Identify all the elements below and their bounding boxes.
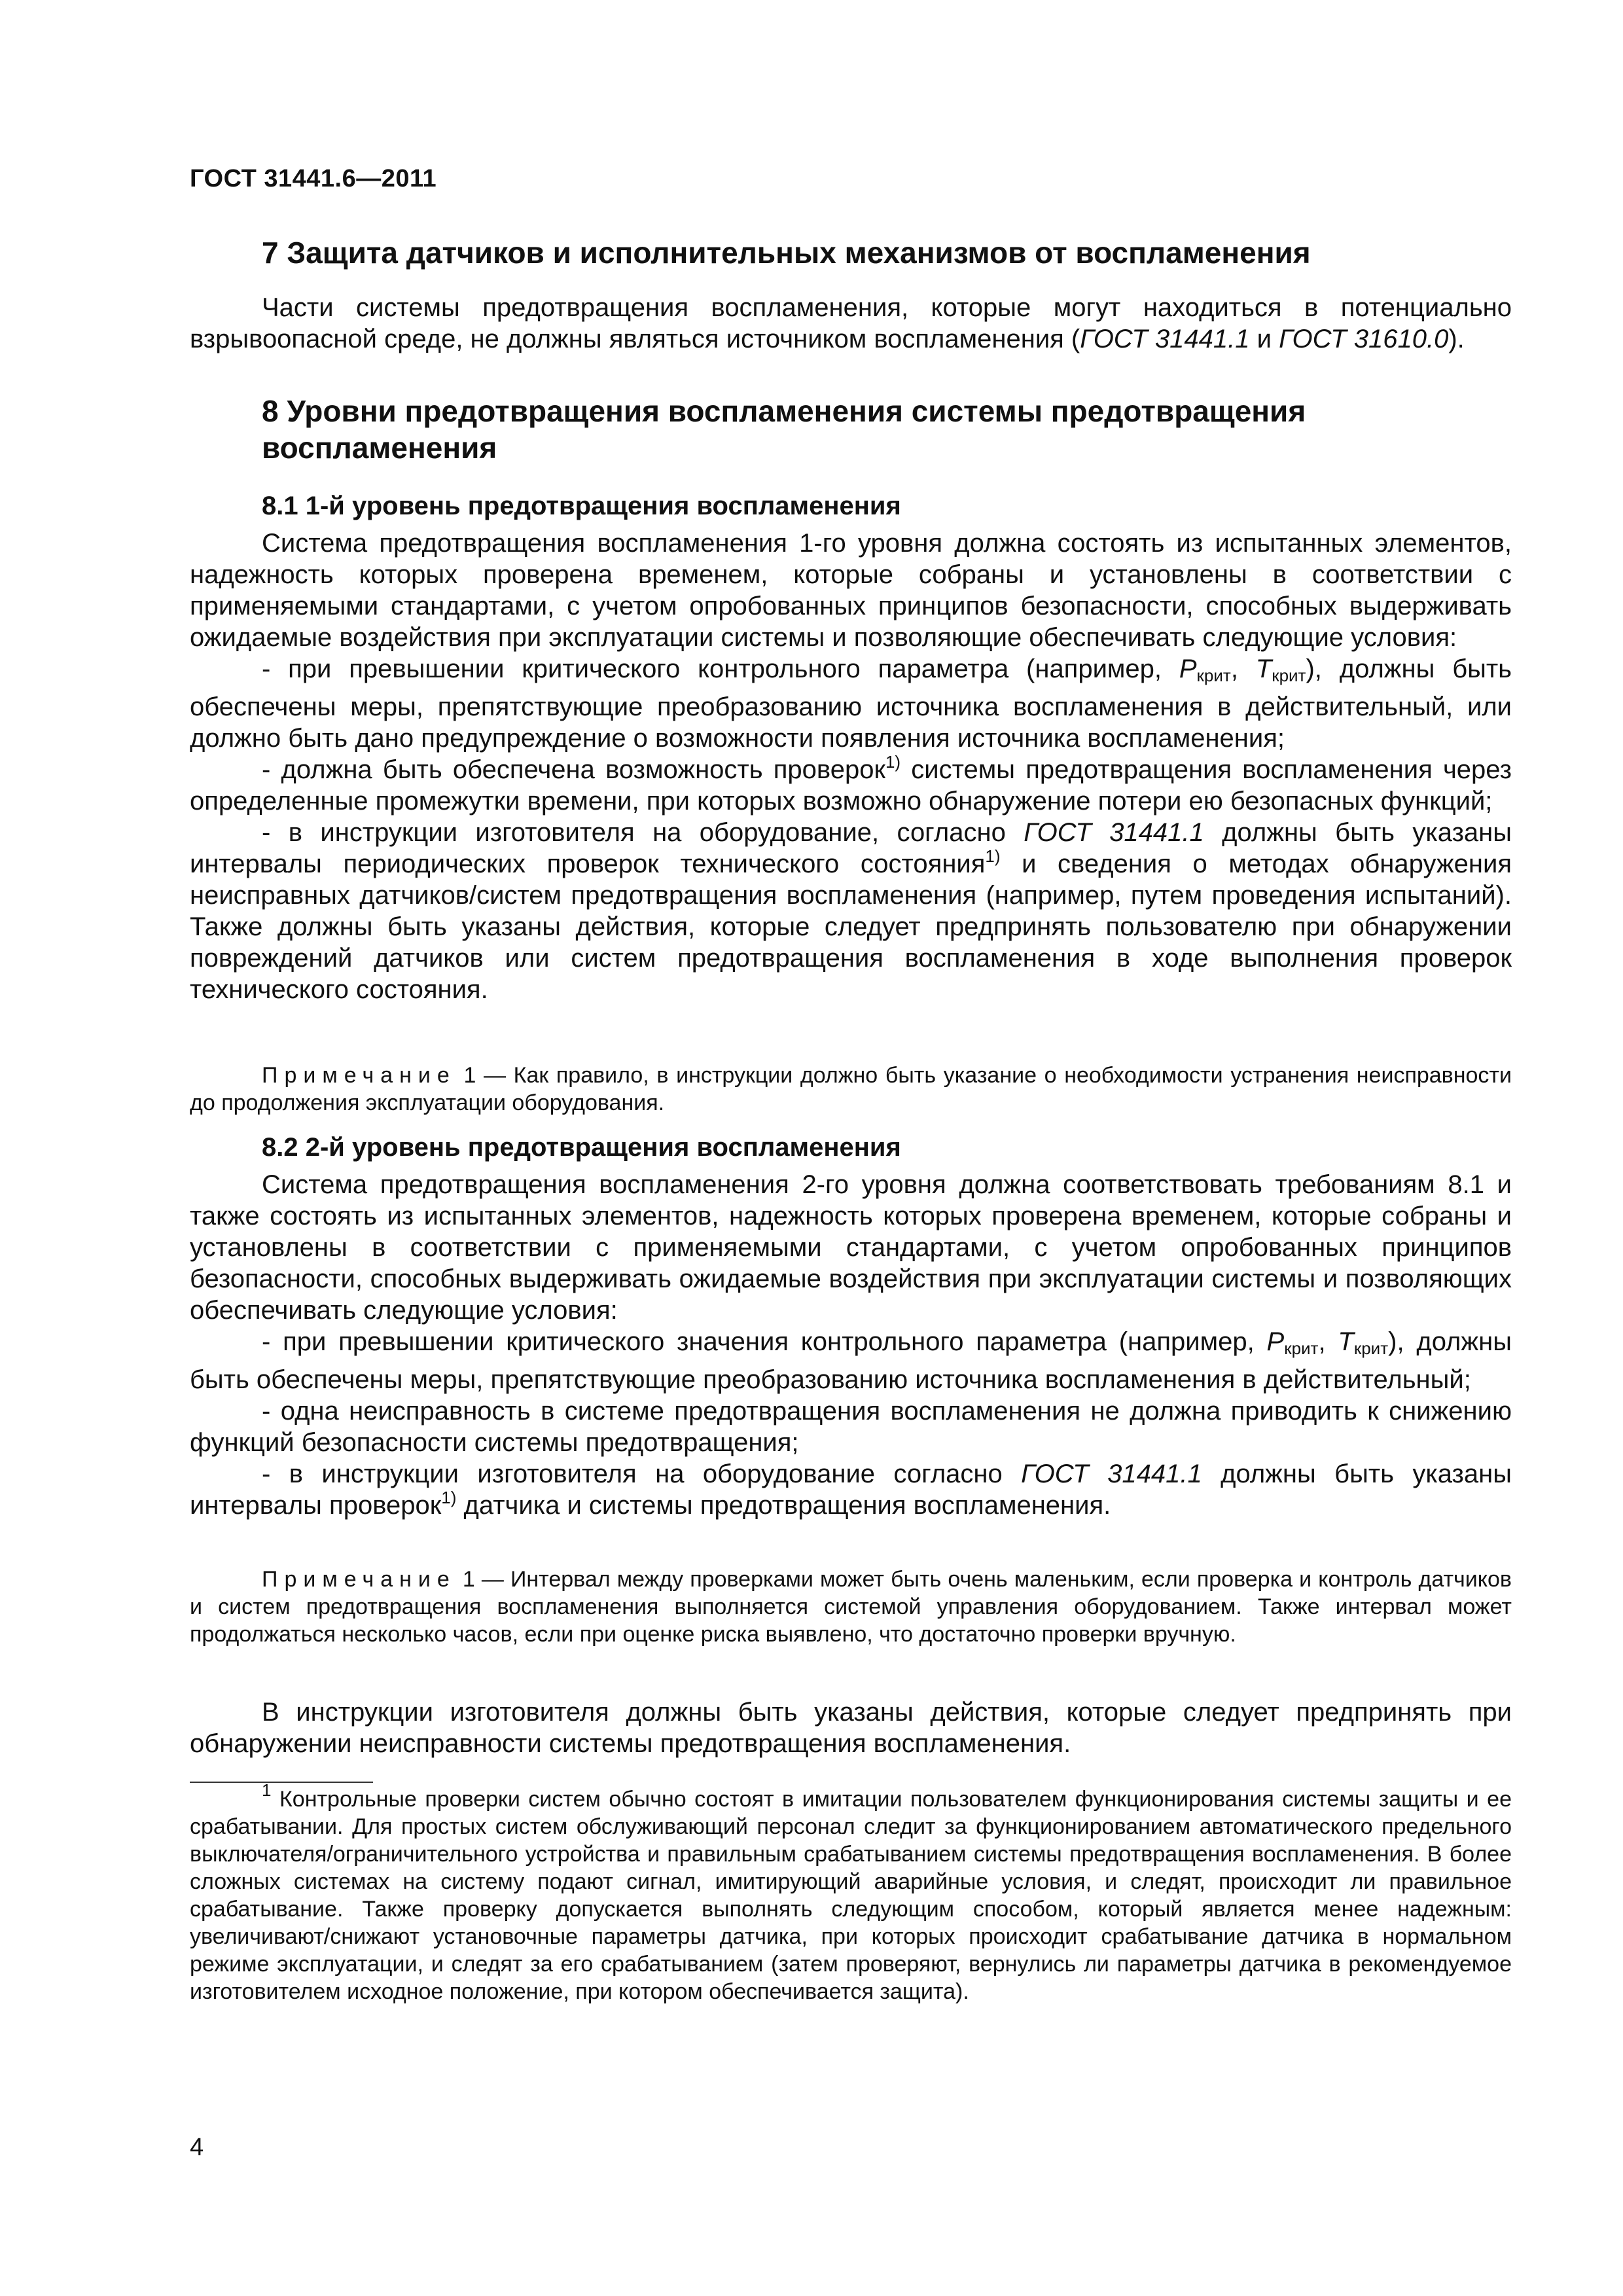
subscript: крит: [1284, 1338, 1319, 1358]
footnote-ref: 1): [441, 1488, 457, 1507]
standard-reference: ГОСТ 31610.0: [1279, 325, 1449, 353]
text-run: - в инструкции изготовителя на оборудование согласно: [262, 1460, 1022, 1488]
list-item: [190, 653, 1512, 754]
note-text: 1 — Как правило, в инструкции должно быть указание о необходимости устранения неисправности до продолжения эксплуатации оборудования.: [190, 1063, 1512, 1115]
subsection-8-2-title: 8.2 2-й уровень предотвращения воспламенения: [262, 1133, 901, 1162]
footnote-text: Контрольные проверки систем обычно состоят в имитации пользователем функционирования системы защиты и ее срабатывании. Для простых систем обслуживающий персонал следит за функционированием автоматического предельного выключателя/ограничительного устройства и правильным срабатыванием системы предотвращения воспламенения. В более сложных системах на систему подают сигнал, имитирующий аварийные условия, и следят, происходит ли правильное срабатывание. Также проверку допускается выполнять следующим способом, который является менее надежным: увеличивают/снижают установочные параметры датчика, при которых происходит срабатывание датчика в нормальном режиме эксплуатации, и следят за его срабатыванием (затем проверяют, вернулись ли параметры датчика в рекомендуемое изготовителем исходное положение, при котором обеспечивается защита).: [190, 1787, 1512, 2004]
list-item: [190, 817, 1512, 1005]
text-run: должны быть указаны интервалы периодических проверок технического состояния: [190, 818, 1512, 878]
text-run: ,: [1230, 655, 1256, 683]
text-run: ), должны быть обеспечены меры, препятствующие преобразованию источника воспламенения в действительный, или должно быть дано предупреждение о возможности появления источника воспламенения;: [190, 655, 1512, 753]
subscript: крит: [1196, 666, 1231, 685]
text-run: датчика и системы предотвращения воспламенения.: [456, 1491, 1111, 1520]
standard-reference: ГОСТ 31441.1: [1080, 325, 1250, 353]
section-7-paragraph: [190, 292, 1512, 355]
subsection-8-1-title: 8.1 1-й уровень предотвращения воспламенения: [262, 492, 901, 520]
symbol: P: [1179, 655, 1197, 683]
note-paragraph: [190, 1566, 1512, 1648]
note-8-1: [190, 1062, 1512, 1117]
text-run: - при превышении критического контрольного параметра (например,: [262, 655, 1179, 683]
note-8-2: [190, 1566, 1512, 1648]
subscript: крит: [1353, 1338, 1389, 1358]
text-run: системы предотвращения воспламенения через определенные промежутки времени, при которых возможно обнаружение потери ею безопасных функций;: [190, 755, 1512, 816]
footnote-separator: [190, 1782, 373, 1783]
list-item: [190, 1458, 1512, 1521]
paragraph: Система предотвращения воспламенения 1-го уровня должна состоять из испытанных элементов, надежность которых проверена временем, которые собраны и установлены в соответствии с применяемыми стандартами, с учетом опробованных принципов безопасности, способных выдерживать ожидаемые воздействия при эксплуатации системы и позволяющие обеспечивать следующие условия:: [190, 529, 1512, 652]
subscript: крит: [1272, 666, 1306, 685]
symbol: P: [1266, 1327, 1285, 1356]
text-run: ,: [1318, 1327, 1338, 1356]
text-run: ), должны быть обеспечены меры, препятствующие преобразованию источника воспламенения в действительный;: [190, 1327, 1512, 1394]
text-run: - в инструкции изготовителя на оборудование, согласно: [262, 818, 1024, 847]
footnote-ref: 1): [985, 846, 1001, 866]
text-run: и: [1249, 325, 1279, 353]
section-8-title: 8 Уровни предотвращения воспламенения системы предотвращения воспламенения: [262, 394, 1306, 465]
note-label: Примечание: [262, 1063, 456, 1088]
text-run: - должна быть обеспечена возможность проверок: [262, 755, 885, 784]
symbol: T: [1255, 655, 1272, 683]
note-paragraph: [190, 1062, 1512, 1117]
list-item: - одна неисправность в системе предотвращения воспламенения не должна приводить к снижению функций безопасности системы предотвращения;: [190, 1397, 1512, 1457]
subsection-8-2-body: [190, 1169, 1512, 1521]
paragraph: Система предотвращения воспламенения 2-го уровня должна соответствовать требованиям 8.1 и также состоять из испытанных элементов, надежность которых проверена временем, которые собраны и установлены в соответствии с применяемыми стандартами, с учетом опробованных принципов безопасности, способных выдерживать ожидаемые воздействия при эксплуатации системы и позволяющих обеспечивать следующие условия:: [190, 1170, 1512, 1325]
paragraph: В инструкции изготовителя должны быть указаны действия, которые следует предпринять при обнаружении неисправности системы предотвращения воспламенения.: [190, 1698, 1512, 1758]
symbol: T: [1338, 1327, 1354, 1356]
section-7-title: 7 Защита датчиков и исполнительных механизмов от воспламенения: [262, 236, 1311, 270]
list-item: [190, 754, 1512, 817]
page-number: 4: [190, 2134, 204, 2161]
text-run: Части системы предотвращения воспламенения, которые могут находиться в потенциально взрывоопасной среде, не должны являться источником воспламенения (: [190, 293, 1512, 353]
footnote-paragraph: [190, 1780, 1512, 2005]
note-label: Примечание: [262, 1567, 456, 1592]
text-run: должны быть указаны интервалы проверок: [190, 1460, 1512, 1520]
subsection-8-1-body: [190, 528, 1512, 1005]
section-7-body: [190, 292, 1512, 355]
standard-reference: ГОСТ 31441.1: [1021, 1460, 1202, 1488]
footnote: [190, 1780, 1512, 2005]
text-run: - при превышении критического значения контрольного параметра (например,: [262, 1327, 1267, 1356]
standard-reference: ГОСТ 31441.1: [1024, 818, 1204, 847]
footnote-marker: 1: [262, 1780, 272, 1800]
list-item: [190, 1326, 1512, 1395]
document-header: ГОСТ 31441.6—2011: [190, 165, 437, 192]
note-text: 1 — Интервал между проверками может быть очень маленьким, если проверка и контроль датчиков и систем предотвращения воспламенения выполняется системой управления оборудованием. Также интервал может продолжаться несколько часов, если при оценке риска выявлено, что достаточно проверки вручную.: [190, 1567, 1512, 1647]
footnote-ref: 1): [885, 752, 901, 772]
text-run: ).: [1448, 325, 1465, 353]
text-run: и сведения о методах обнаружения неисправных датчиков/систем предотвращения воспламенения (например, путем проведения испытаний). Также должны быть указаны действия, которые следует предпринять пользователю при обнаружении повреждений датчиков или систем предотвращения воспламенения в ходе выполнения проверок технического состояния.: [190, 850, 1512, 1004]
subsection-8-2-closing: [190, 1696, 1512, 1759]
